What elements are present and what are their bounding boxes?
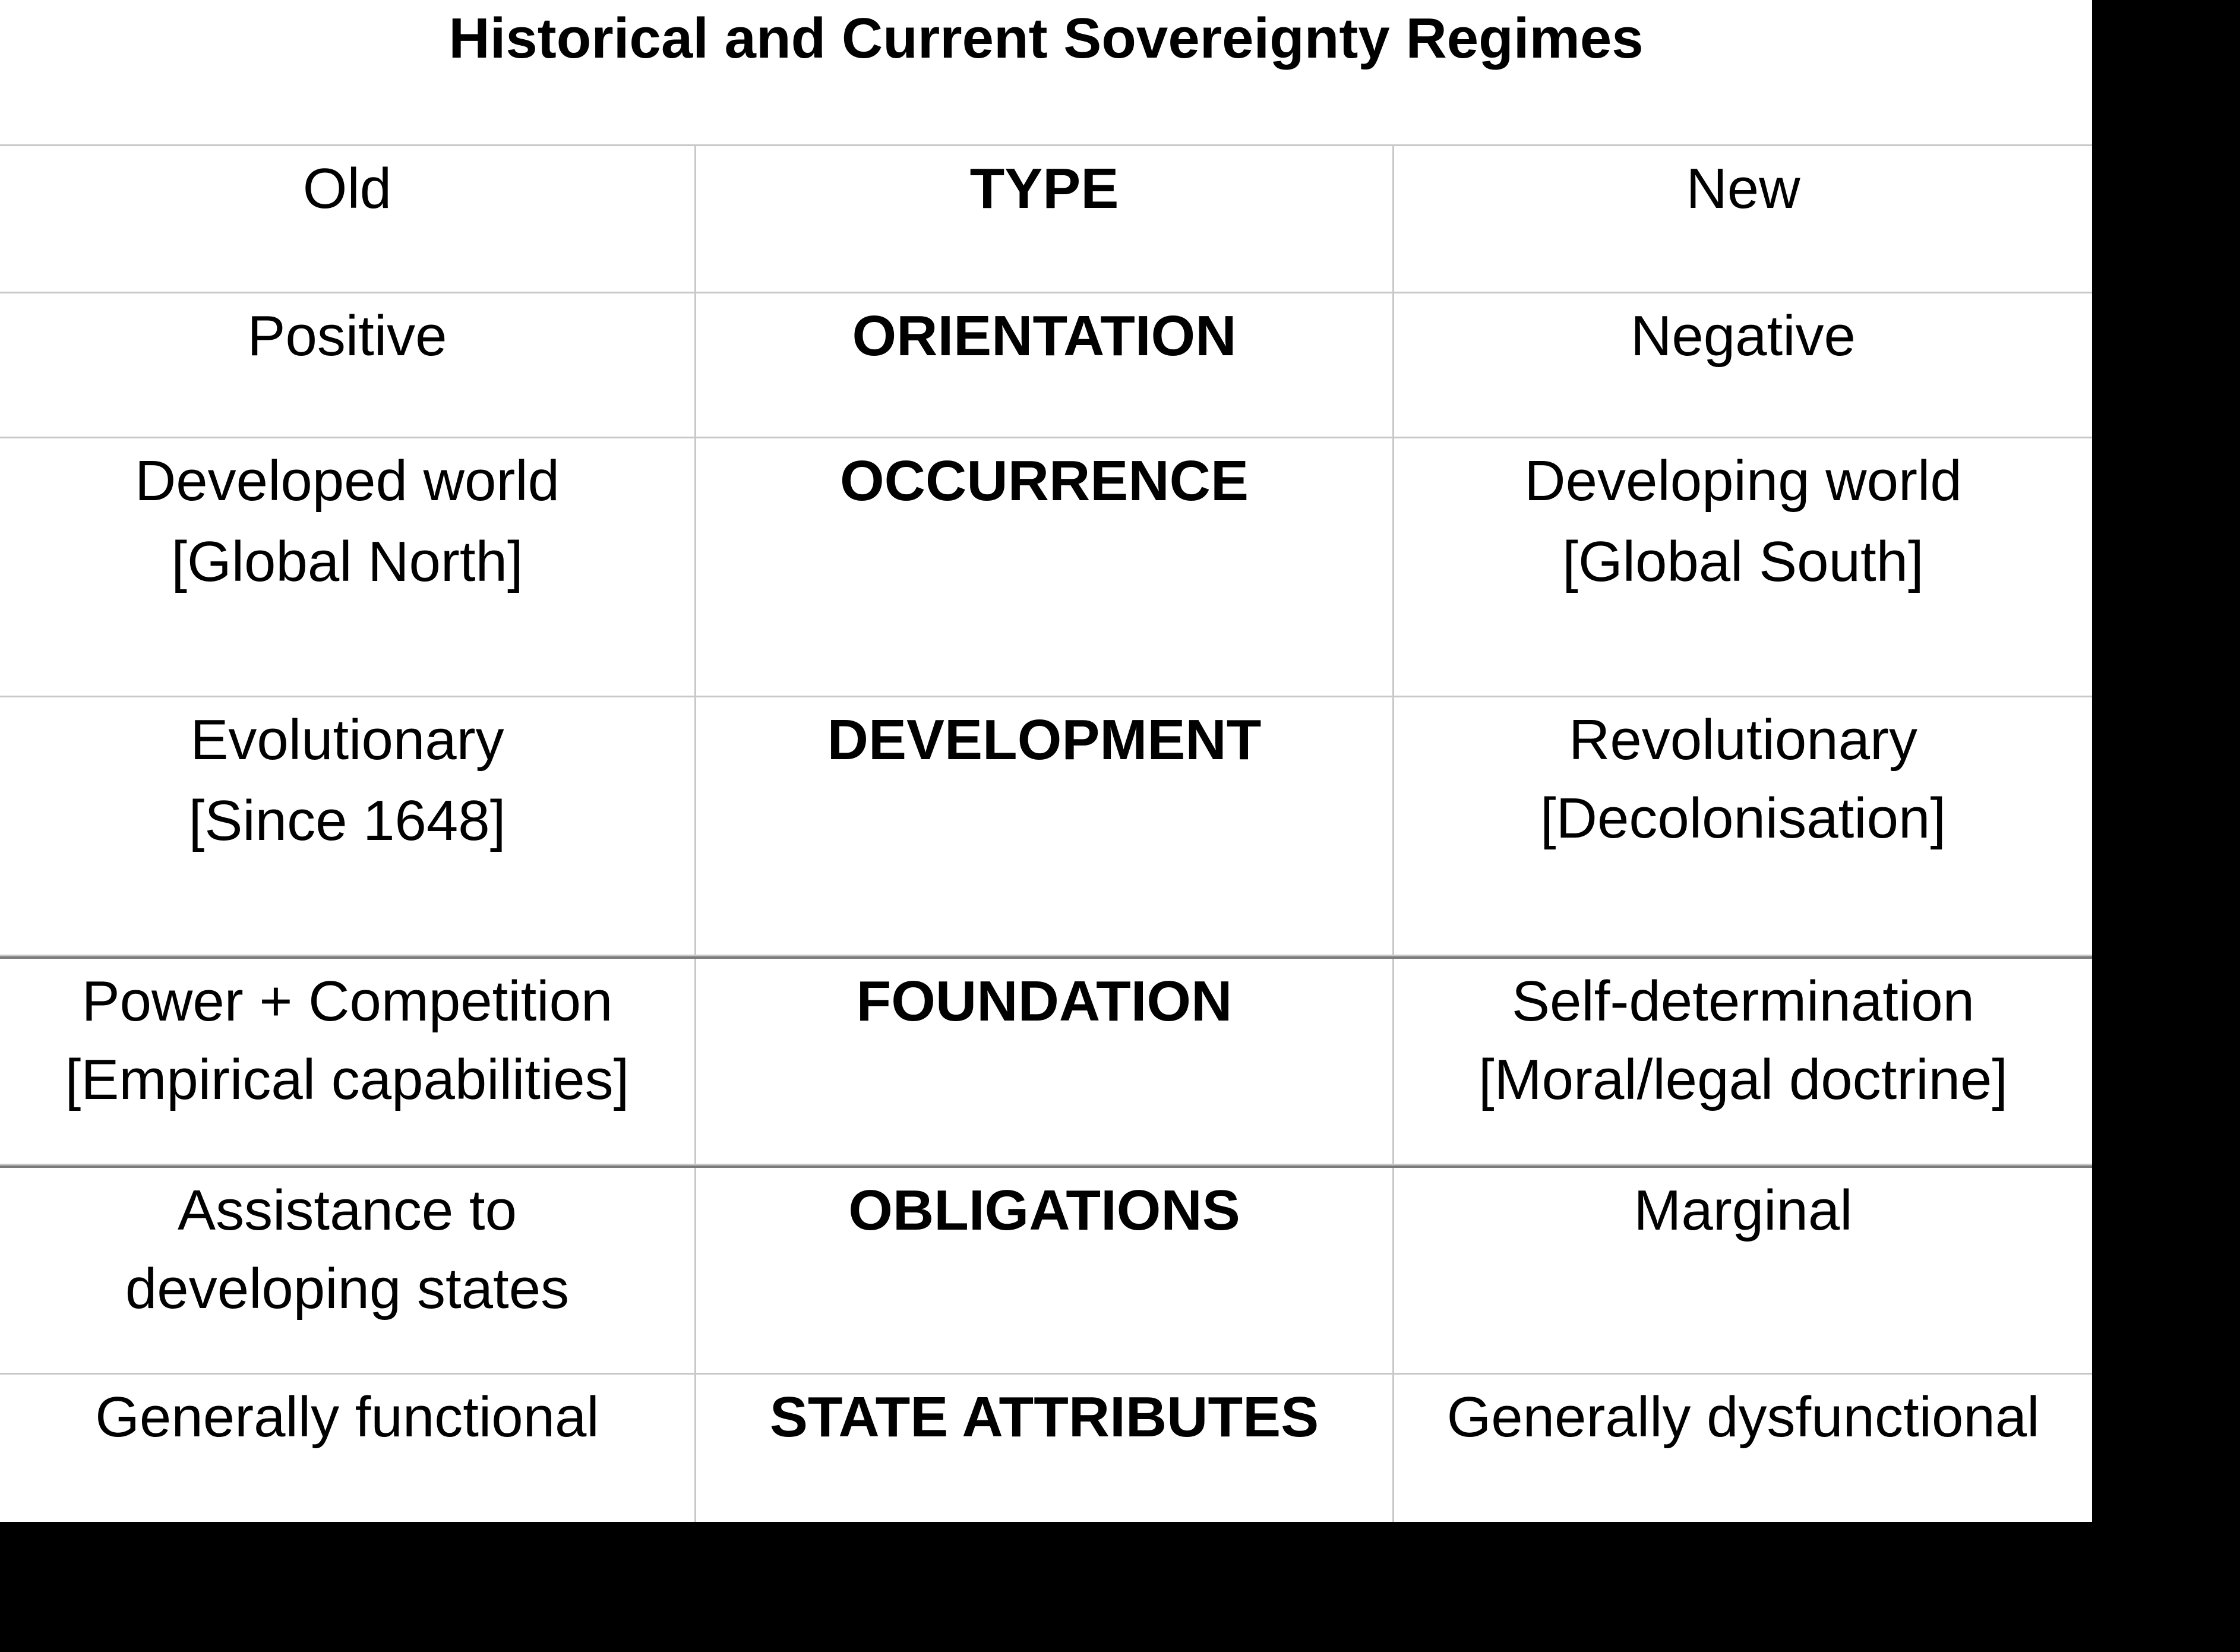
cell-text: Negative: [1631, 304, 1856, 368]
cell-type: [696, 1375, 1394, 1522]
cell-old: [0, 146, 696, 292]
cell-new: [1394, 146, 2092, 292]
table-title-row: [0, 0, 2092, 146]
cell-new: [1394, 959, 2092, 1164]
sovereignty-table: [0, 146, 2092, 1522]
table-row-occurrence: [0, 438, 2092, 697]
cell-text: Evolutionary: [190, 708, 504, 772]
row-header: OBLIGATIONS: [848, 1179, 1240, 1242]
cell-text: Developed world: [134, 449, 560, 513]
table-row-state-attributes: [0, 1375, 2092, 1522]
table-row-development: [0, 697, 2092, 956]
cell-text: Old: [302, 157, 392, 220]
cell-new: [1394, 697, 2092, 955]
cell-type: [696, 959, 1394, 1164]
cell-text: [Moral/legal doctrine]: [1478, 1048, 2008, 1111]
row-header: FOUNDATION: [856, 969, 1233, 1033]
cell-text: [Global South]: [1562, 530, 1924, 593]
cell-type: [696, 1168, 1394, 1373]
row-header: TYPE: [969, 157, 1119, 220]
cell-new: [1394, 293, 2092, 437]
cell-text: Developing world: [1524, 449, 1962, 513]
row-header: STATE ATTRIBUTES: [769, 1385, 1319, 1449]
table-row-foundation: [0, 956, 2092, 1165]
cell-text: Power + Competition: [81, 969, 613, 1033]
table-row-type: [0, 146, 2092, 293]
row-header: ORIENTATION: [852, 304, 1237, 368]
cell-text: [Decolonisation]: [1540, 786, 1947, 850]
cell-new: [1394, 438, 2092, 696]
cell-text: Generally dysfunctional: [1446, 1385, 2040, 1449]
cell-text: Assistance to: [178, 1179, 517, 1242]
cell-old: [0, 1168, 696, 1373]
cell-new: [1394, 1375, 2092, 1522]
cell-new: [1394, 1168, 2092, 1373]
cell-type: [696, 697, 1394, 955]
cell-text: developing states: [125, 1257, 570, 1321]
cell-text: [Global North]: [171, 530, 523, 593]
cell-old: [0, 959, 696, 1164]
cell-text: Positive: [247, 304, 447, 368]
table-title: Historical and Current Sovereignty Regimes: [448, 7, 1644, 70]
cell-text: [Since 1648]: [188, 789, 506, 852]
cell-text: Self-determination: [1511, 969, 1975, 1033]
table-row-obligations: [0, 1165, 2092, 1375]
cell-text: [Empirical capabilities]: [65, 1048, 630, 1111]
table-row-orientation: [0, 293, 2092, 438]
cell-old: [0, 293, 696, 437]
cell-old: [0, 1375, 696, 1522]
cell-text: Generally functional: [95, 1385, 599, 1449]
cell-old: [0, 438, 696, 696]
cell-old: [0, 697, 696, 955]
cell-text: Revolutionary: [1569, 708, 1917, 772]
row-header: OCCURRENCE: [839, 449, 1249, 513]
cell-type: [696, 293, 1394, 437]
cell-type: [696, 438, 1394, 696]
row-header: DEVELOPMENT: [827, 708, 1262, 772]
cell-text: Marginal: [1634, 1179, 1853, 1242]
cell-type: [696, 146, 1394, 292]
cell-text: New: [1686, 157, 1800, 220]
